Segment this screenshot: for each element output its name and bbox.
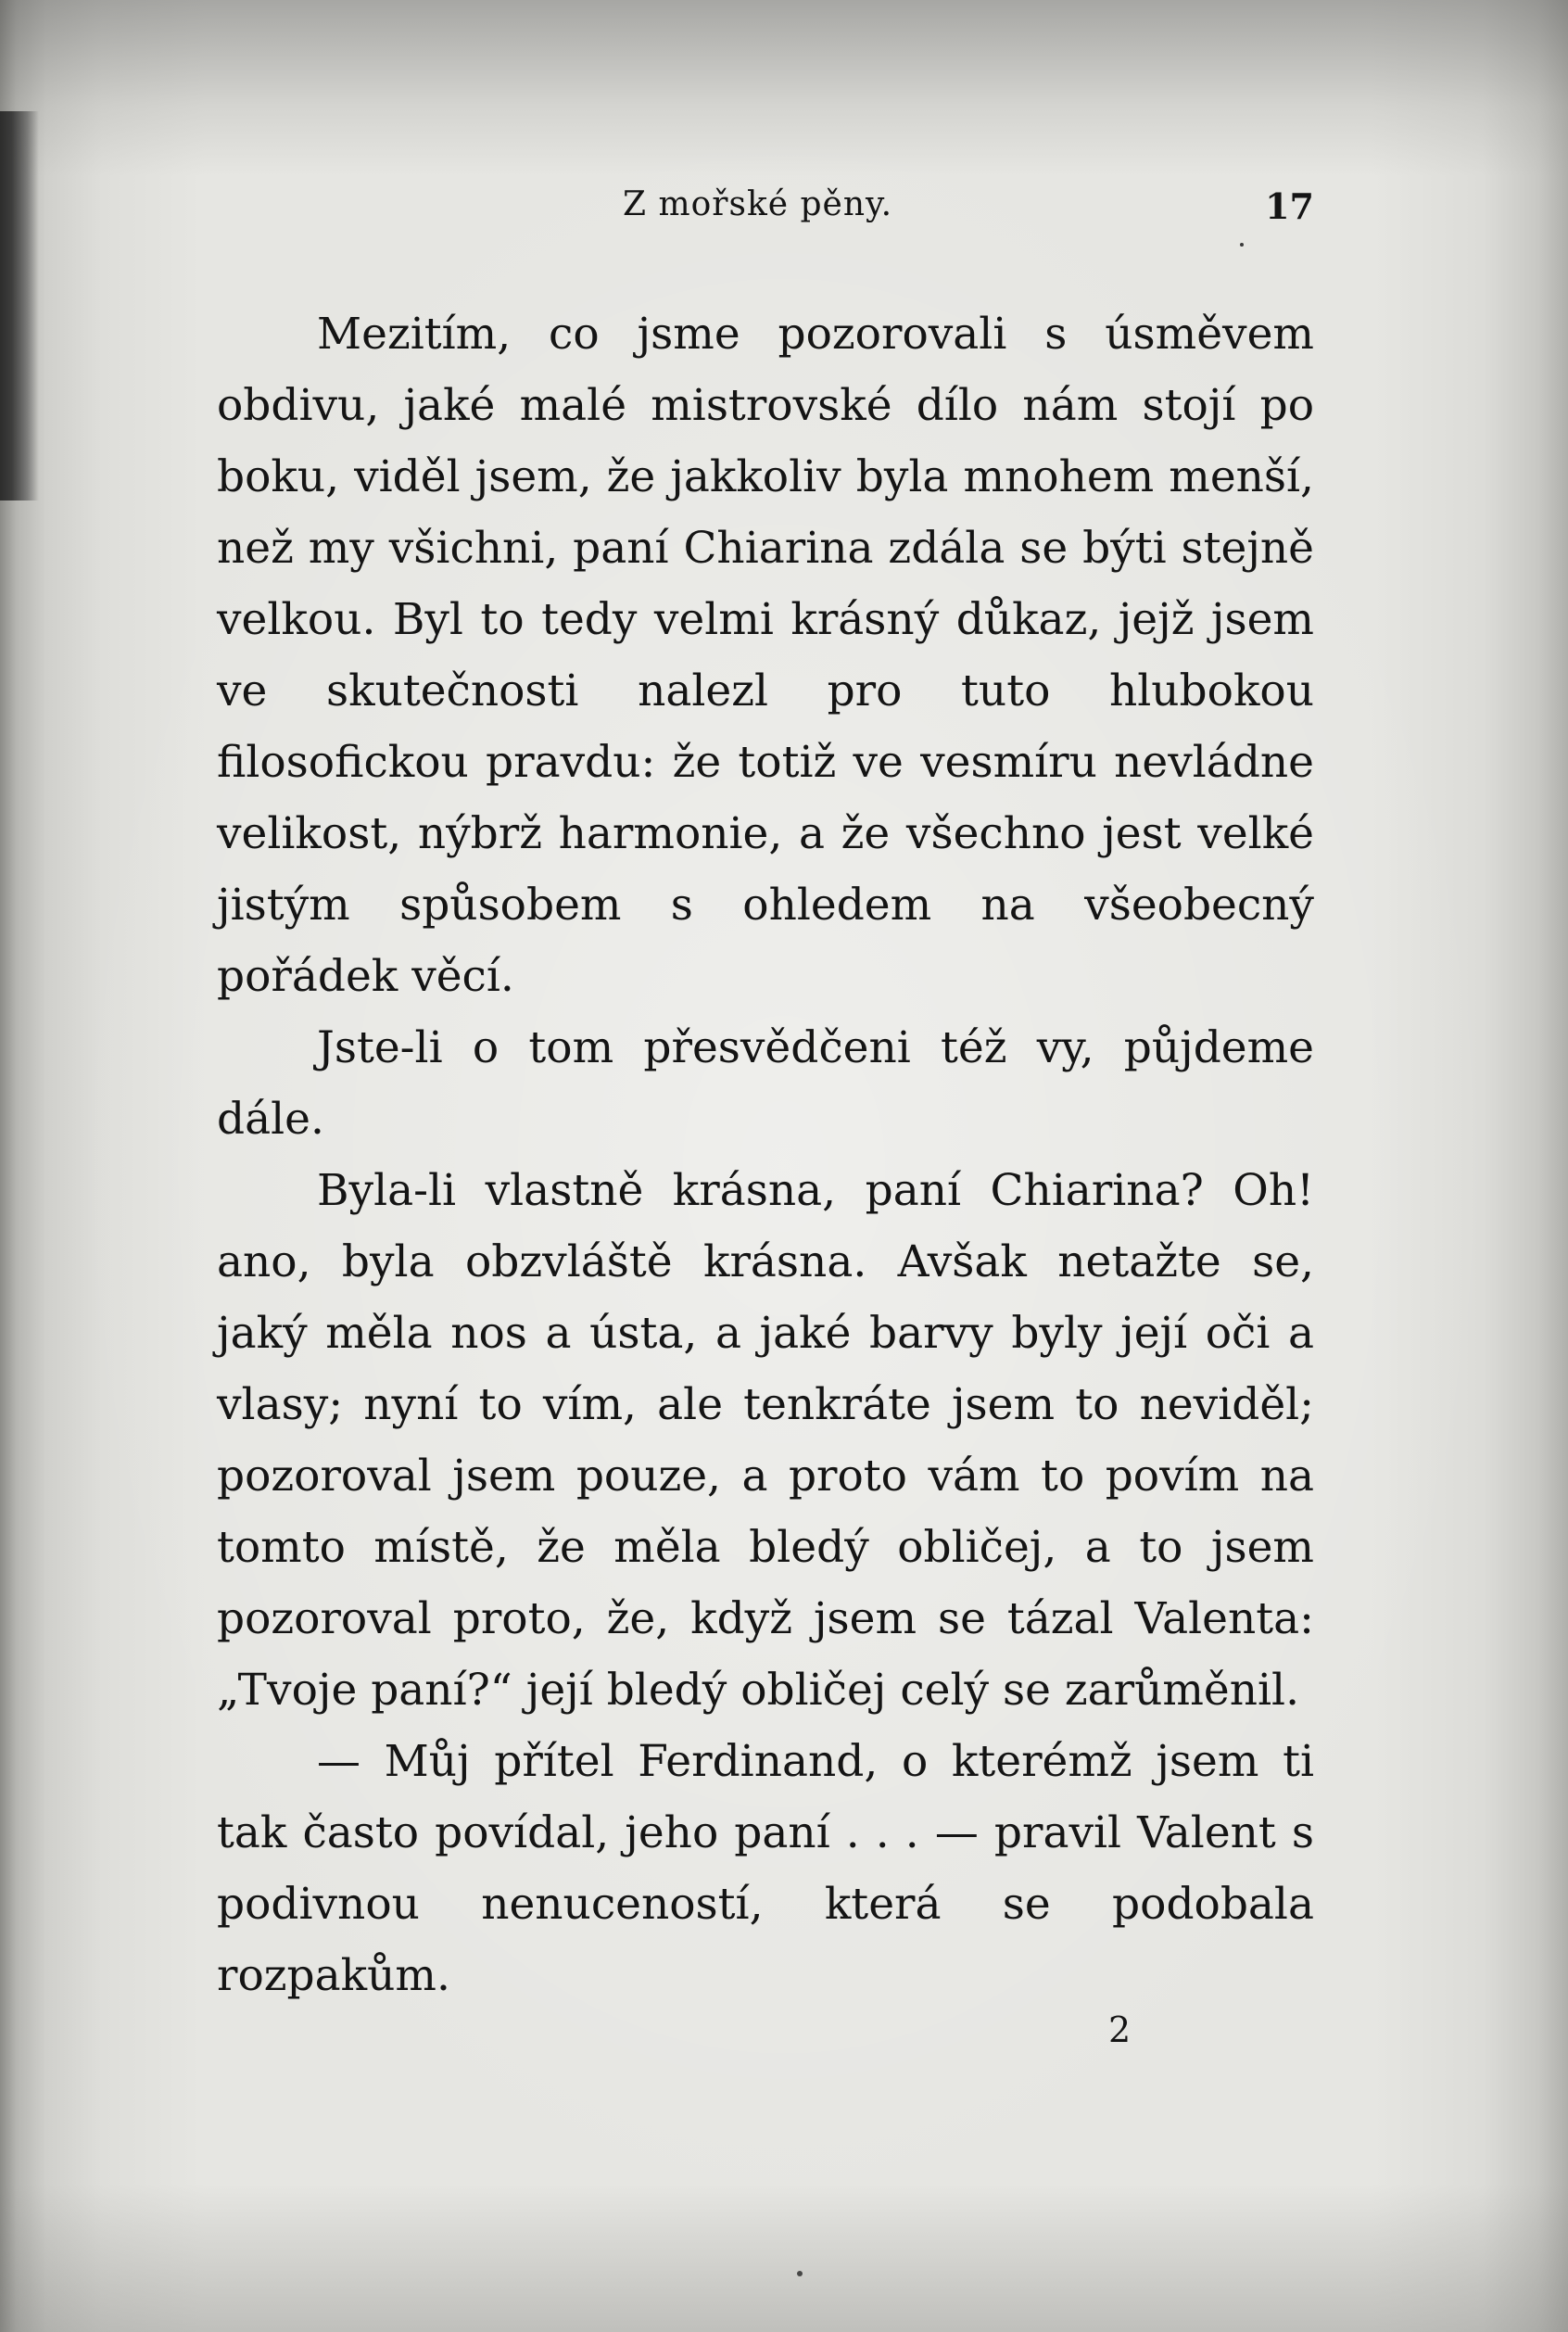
- paragraph: — Můj přítel Ferdinand, o kterémž jsem ti tak často povídal, jeho paní . . . — pravil Valent s podivnou nenuceností, která se podobala rozpakům.: [217, 1736, 1314, 2001]
- binding-shadow: [0, 111, 39, 501]
- running-head: [217, 185, 1314, 232]
- print-speck: [797, 2271, 803, 2276]
- running-title: Z mořské pěny.: [623, 185, 893, 223]
- paragraph: Jste-li o tom přesvědčeni též vy, půjdeme dále.: [217, 1022, 1314, 1145]
- paragraph: Mezitím, co jsme pozorovali s úsměvem obdivu, jaké malé mistrovské dílo nám stojí po boku, viděl jsem, že jakkoliv byla mnohem menší, než my všichni, paní Chiarina zdála se býti stejně velkou. Byl to tedy velmi krásný důkaz, jejž jsem ve skutečnosti nalezl pro tuto hlubokou filosofickou pravdu: že totiž ve vesmíru nevládne velikost, nýbrž harmonie, a že všechno jest velké jistým spůsobem s ohledem na všeobecný pořádek věcí.: [217, 309, 1314, 1002]
- print-speck: [1240, 243, 1244, 247]
- paragraph: Byla-li vlastně krásna, paní Chiarina? Oh! ano, byla obzvláště krásna. Avšak netažte se, jaký měla nos a ústa, a jaké barvy byly její oči a vlasy; nyní to vím, ale tenkráte jsem to neviděl; pozoroval jsem pouze, a proto vám to povím na tomto místě, že měla bledý obličej, a to jsem pozoroval proto, že, když jsem se tázal Valenta: „Tvoje paní?“ její bledý obličej celý se zarůměnil.: [217, 1165, 1314, 1716]
- page-number: 17: [1265, 185, 1314, 227]
- signature-mark: 2: [1108, 2009, 1132, 2050]
- body-text: [217, 298, 1314, 2011]
